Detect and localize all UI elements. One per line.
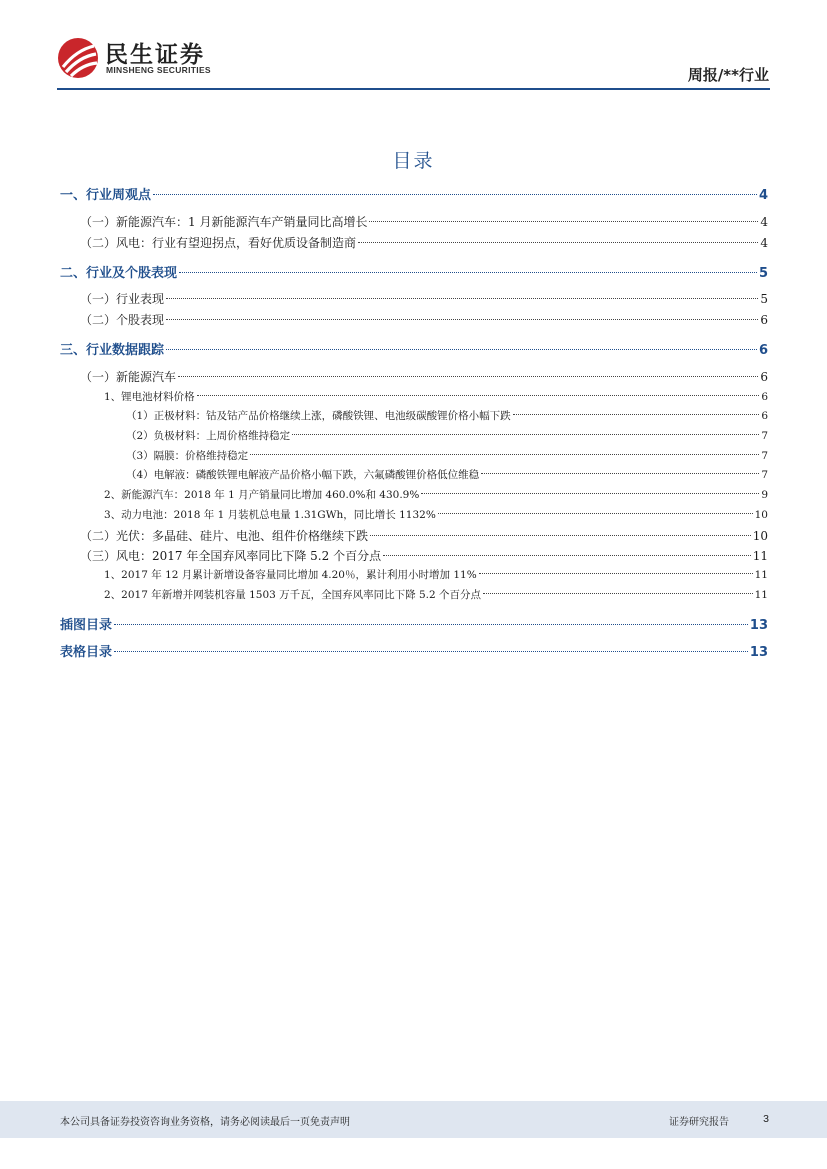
toc-entry-label: 二、行业及个股表现 [60, 266, 178, 281]
toc-entry[interactable] [60, 614, 768, 633]
toc-entry[interactable] [60, 262, 768, 281]
toc-leader [197, 395, 760, 396]
toc-entry[interactable] [60, 184, 768, 203]
toc-entry-label: 1、锂电池材料价格 [104, 391, 195, 403]
toc-leader [479, 573, 753, 574]
toc-entry[interactable] [126, 448, 768, 463]
toc-entry-page: 7 [761, 469, 768, 481]
toc-entry-page: 5 [760, 292, 768, 306]
toc-entry-page: 7 [761, 450, 768, 462]
toc-entry-page: 13 [749, 618, 768, 633]
toc-entry[interactable] [80, 547, 768, 564]
toc-leader [166, 298, 758, 299]
toc-leader [370, 535, 751, 536]
toc-entry-page: 7 [761, 430, 768, 442]
toc-entry-label: （3）隔膜：价格维持稳定 [126, 450, 249, 462]
toc-entry-page: 6 [761, 410, 768, 422]
toc-entry-label: （三）风电：2017 年全国弃风率同比下降 5.2 个百分点 [80, 549, 382, 563]
toc-leader [369, 221, 758, 222]
toc-entry[interactable] [126, 408, 768, 423]
logo-english-text: MINSHENG SECURITIES [106, 65, 211, 75]
toc-entry-label: （一）行业表现 [80, 292, 165, 306]
toc-entry-label: 表格目录 [60, 645, 113, 660]
toc-leader [292, 434, 759, 435]
toc-leader [250, 454, 759, 455]
toc-entry[interactable] [104, 587, 768, 602]
toc-entry-label: （二）光伏：多晶硅、硅片、电池、组件价格继续下跌 [80, 529, 369, 543]
toc-entry-label: 三、行业数据跟踪 [60, 343, 165, 358]
toc-entry[interactable] [126, 428, 768, 443]
toc-title: 目录 [392, 150, 435, 172]
toc-entry[interactable] [80, 290, 768, 307]
logo-chinese-text: 民生证券 [105, 42, 205, 68]
toc-entry-page: 5 [758, 266, 768, 281]
toc-entry[interactable] [104, 567, 768, 582]
toc-entry-page: 6 [761, 391, 768, 403]
toc-leader [483, 593, 753, 594]
toc-entry[interactable] [80, 368, 768, 385]
toc-entry[interactable] [60, 339, 768, 358]
toc-leader [358, 242, 758, 243]
toc-entry-label: 2、新能源汽车：2018 年 1 月产销量同比增加 460.0%和 430.9% [104, 489, 420, 501]
toc-entry-label: （一）新能源汽车 [80, 370, 177, 384]
toc-entry[interactable] [104, 487, 768, 502]
toc-entry-page: 6 [760, 313, 768, 327]
toc-entry-label: （二）个股表现 [80, 313, 165, 327]
toc-entry-page: 6 [760, 370, 768, 384]
toc-entry-page: 4 [760, 236, 768, 250]
toc-leader [114, 651, 748, 652]
toc-entry-page: 4 [758, 188, 768, 203]
toc-leader [166, 349, 757, 350]
toc-entry-label: （1）正极材料：钴及钴产品价格继续上涨，磷酸铁锂、电池级碳酸锂价格小幅下跌 [126, 410, 511, 422]
toc-leader [383, 555, 751, 556]
logo-mark-icon [57, 37, 99, 79]
toc-leader [166, 319, 758, 320]
toc-entry-label: 3、动力电池：2018 年 1 月装机总电量 1.31GWh，同比增长 1132% [104, 509, 436, 521]
toc-entry-page: 13 [749, 645, 768, 660]
toc-leader [153, 194, 757, 195]
toc-entry-page: 10 [752, 529, 768, 543]
toc-entry-page: 11 [752, 549, 768, 563]
toc-entry[interactable] [80, 311, 768, 328]
toc-entry[interactable] [80, 234, 768, 251]
toc-entry-label: （4）电解液：磷酸铁锂电解液产品价格小幅下跌，六氟磷酸锂价格低位维稳 [126, 469, 480, 481]
toc-entry-page: 9 [761, 489, 768, 501]
toc-entry[interactable] [60, 641, 768, 660]
toc-leader [481, 473, 759, 474]
footer-disclaimer: 本公司具备证券投资咨询业务资格，请务必阅读最后一页免责声明 [60, 1117, 350, 1128]
toc-entry-label: （2）负极材料：上周价格维持稳定 [126, 430, 291, 442]
toc-entry-page: 11 [754, 569, 768, 581]
toc-entry[interactable] [104, 507, 768, 522]
footer-page-number: 3 [763, 1113, 769, 1125]
toc-leader [179, 272, 757, 273]
toc-leader [438, 513, 753, 514]
toc-entry[interactable] [80, 213, 768, 230]
company-logo [57, 37, 227, 79]
toc-entry-label: （二）风电：行业有望迎拐点，看好优质设备制造商 [80, 236, 357, 250]
toc-leader [513, 414, 760, 415]
toc-entry-page: 10 [754, 509, 768, 521]
header-divider [57, 88, 770, 90]
toc-entry-label: 一、行业周观点 [60, 188, 152, 203]
toc-leader [114, 624, 748, 625]
toc-entry-page: 4 [760, 215, 768, 229]
toc-entry[interactable] [104, 389, 768, 404]
toc-entry-label: 插图目录 [60, 618, 113, 633]
toc-entry[interactable] [80, 527, 768, 544]
toc-entry-label: 2、2017 年新增并网装机容量 1503 万千瓦，全国弃风率同比下降 5.2 个百分点 [104, 589, 482, 601]
toc-leader [178, 376, 758, 377]
footer-doc-type: 证券研究报告 [669, 1117, 729, 1128]
toc-entry-label: 1、2017 年 12 月累计新增设备容量同比增加 4.20％，累计利用小时增加 11% [104, 569, 477, 581]
page-footer [0, 1101, 827, 1138]
toc-leader [421, 493, 759, 494]
toc-entry-page: 11 [754, 589, 768, 601]
toc-entry-label: （一）新能源汽车：1 月新能源汽车产销量同比高增长 [80, 215, 368, 229]
report-type-label: 周报/**行业 [687, 66, 769, 84]
toc-entry-page: 6 [758, 343, 768, 358]
toc-entry[interactable] [126, 467, 768, 482]
